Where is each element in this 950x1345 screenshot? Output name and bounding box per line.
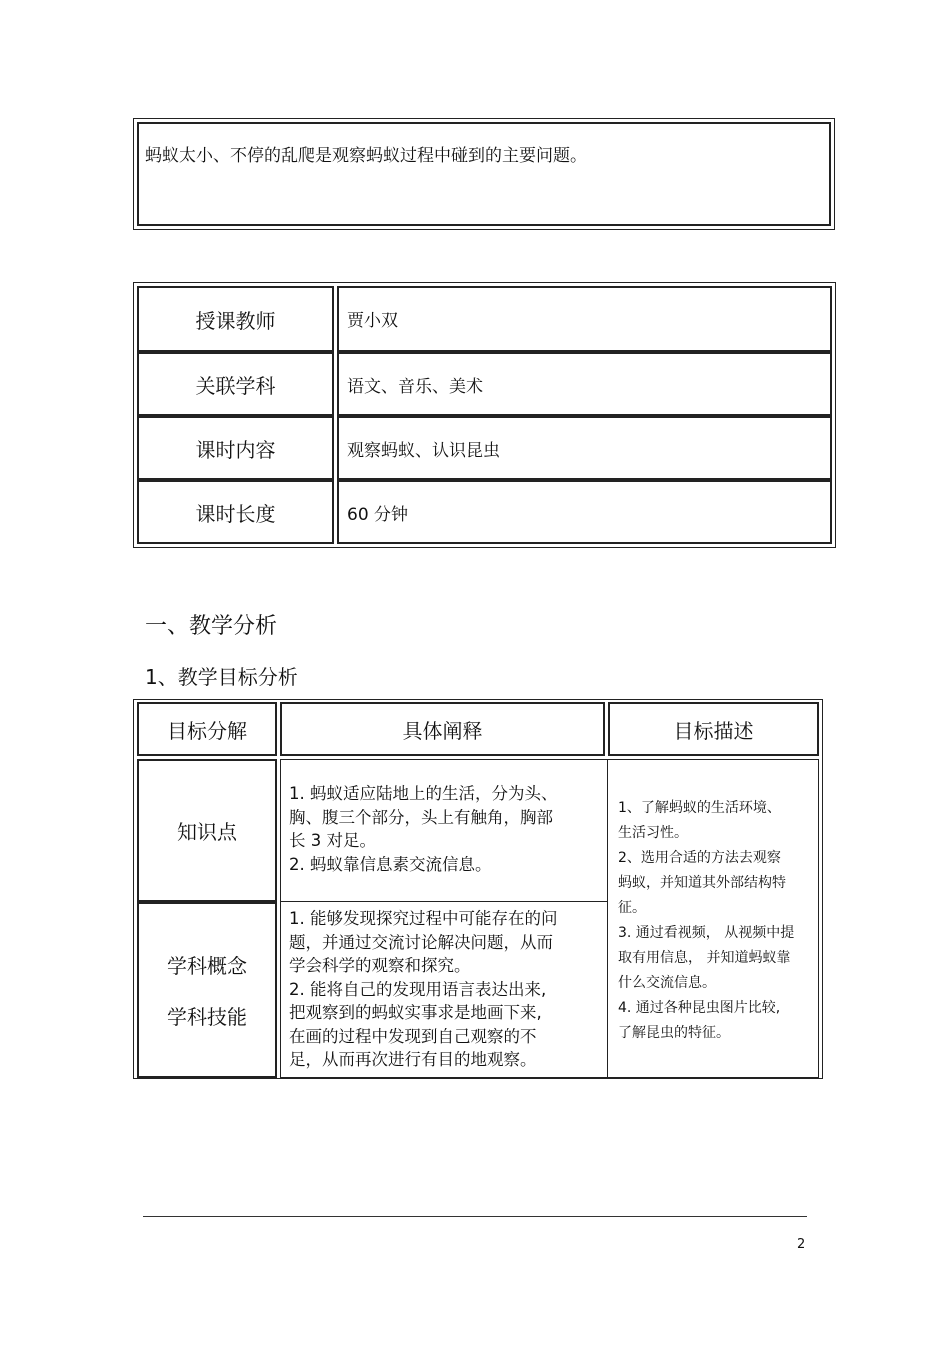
row-detail-knowledge — [280, 759, 608, 902]
header-detailed-explanation: 具体阐释 — [280, 702, 605, 756]
detail-line: 在画的过程中发现到自己观察的不 — [289, 1026, 537, 1046]
detail-line: 学会科学的观察和探究。 — [289, 956, 471, 975]
detail-line: 足，从而再次进行有目的地观察。 — [289, 1050, 537, 1069]
description-line: 征。 — [618, 900, 646, 916]
description-line: 3. 通过看视频， 从视频中提 — [618, 925, 795, 941]
intro-box — [133, 118, 835, 230]
info-label: 课时内容 — [137, 416, 334, 480]
intro-text: 蚂蚁太小、不停的乱爬是观察蚂蚁过程中碰到的主要问题。 — [137, 122, 831, 226]
info-label: 课时长度 — [137, 480, 334, 544]
course-info-table — [133, 282, 836, 548]
info-label: 关联学科 — [137, 352, 334, 416]
header-goal-description: 目标描述 — [608, 702, 819, 756]
description-line: 取有用信息， 并知道蚂蚁靠 — [618, 950, 791, 966]
description-line: 1、了解蚂蚁的生活环境、 — [618, 800, 781, 816]
info-value: 贾小双 — [337, 286, 832, 352]
description-line: 蚂蚁，并知道其外部结构特 — [618, 875, 786, 891]
info-value: 观察蚂蚁、认识昆虫 — [337, 416, 832, 480]
detail-line: 2. 蚂蚁靠信息素交流信息。 — [289, 854, 492, 874]
detail-line: 1. 蚂蚁适应陆地上的生活，分为头、 — [289, 784, 558, 803]
info-value: 60 分钟 — [337, 480, 832, 544]
teaching-goals-table — [133, 699, 823, 1079]
detail-line: 长 3 对足。 — [289, 831, 376, 850]
page-number: 2 — [797, 1237, 806, 1252]
row-label-knowledge — [137, 759, 277, 902]
description-line: 2、选用合适的方法去观察 — [618, 850, 781, 866]
info-label: 授课教师 — [137, 286, 334, 352]
row-label-text: 学科技能 — [167, 1005, 247, 1029]
footer-divider — [143, 1216, 807, 1217]
detail-line: 1. 能够发现探究过程中可能存在的问 — [289, 909, 558, 928]
detail-line: 胸、腹三个部分，头上有触角，胸部 — [289, 807, 553, 827]
detail-line: 把观察到的蚂蚁实事求是地画下来, — [289, 1003, 542, 1022]
header-goal-breakdown: 目标分解 — [137, 702, 277, 756]
row-label-concepts-skills — [137, 902, 277, 1078]
goal-description-cell — [607, 759, 819, 1078]
row-label-text: 学科概念 — [167, 954, 247, 978]
description-line: 什么交流信息。 — [618, 975, 716, 991]
subsection-heading: 1、教学目标分析 — [145, 665, 298, 689]
info-value: 语文、音乐、美术 — [337, 352, 832, 416]
description-line: 生活习性。 — [618, 825, 688, 841]
detail-line: 2. 能将自己的发现用语言表达出来, — [289, 979, 547, 999]
description-line: 4. 通过各种昆虫图片比较, — [618, 1000, 781, 1016]
section-heading: 一、教学分析 — [145, 614, 278, 639]
description-line: 了解昆虫的特征。 — [618, 1025, 730, 1041]
row-label-text: 知识点 — [177, 820, 237, 844]
row-detail-concepts-skills — [280, 901, 608, 1078]
detail-line: 题，并通过交流讨论解决问题，从而 — [289, 932, 553, 952]
